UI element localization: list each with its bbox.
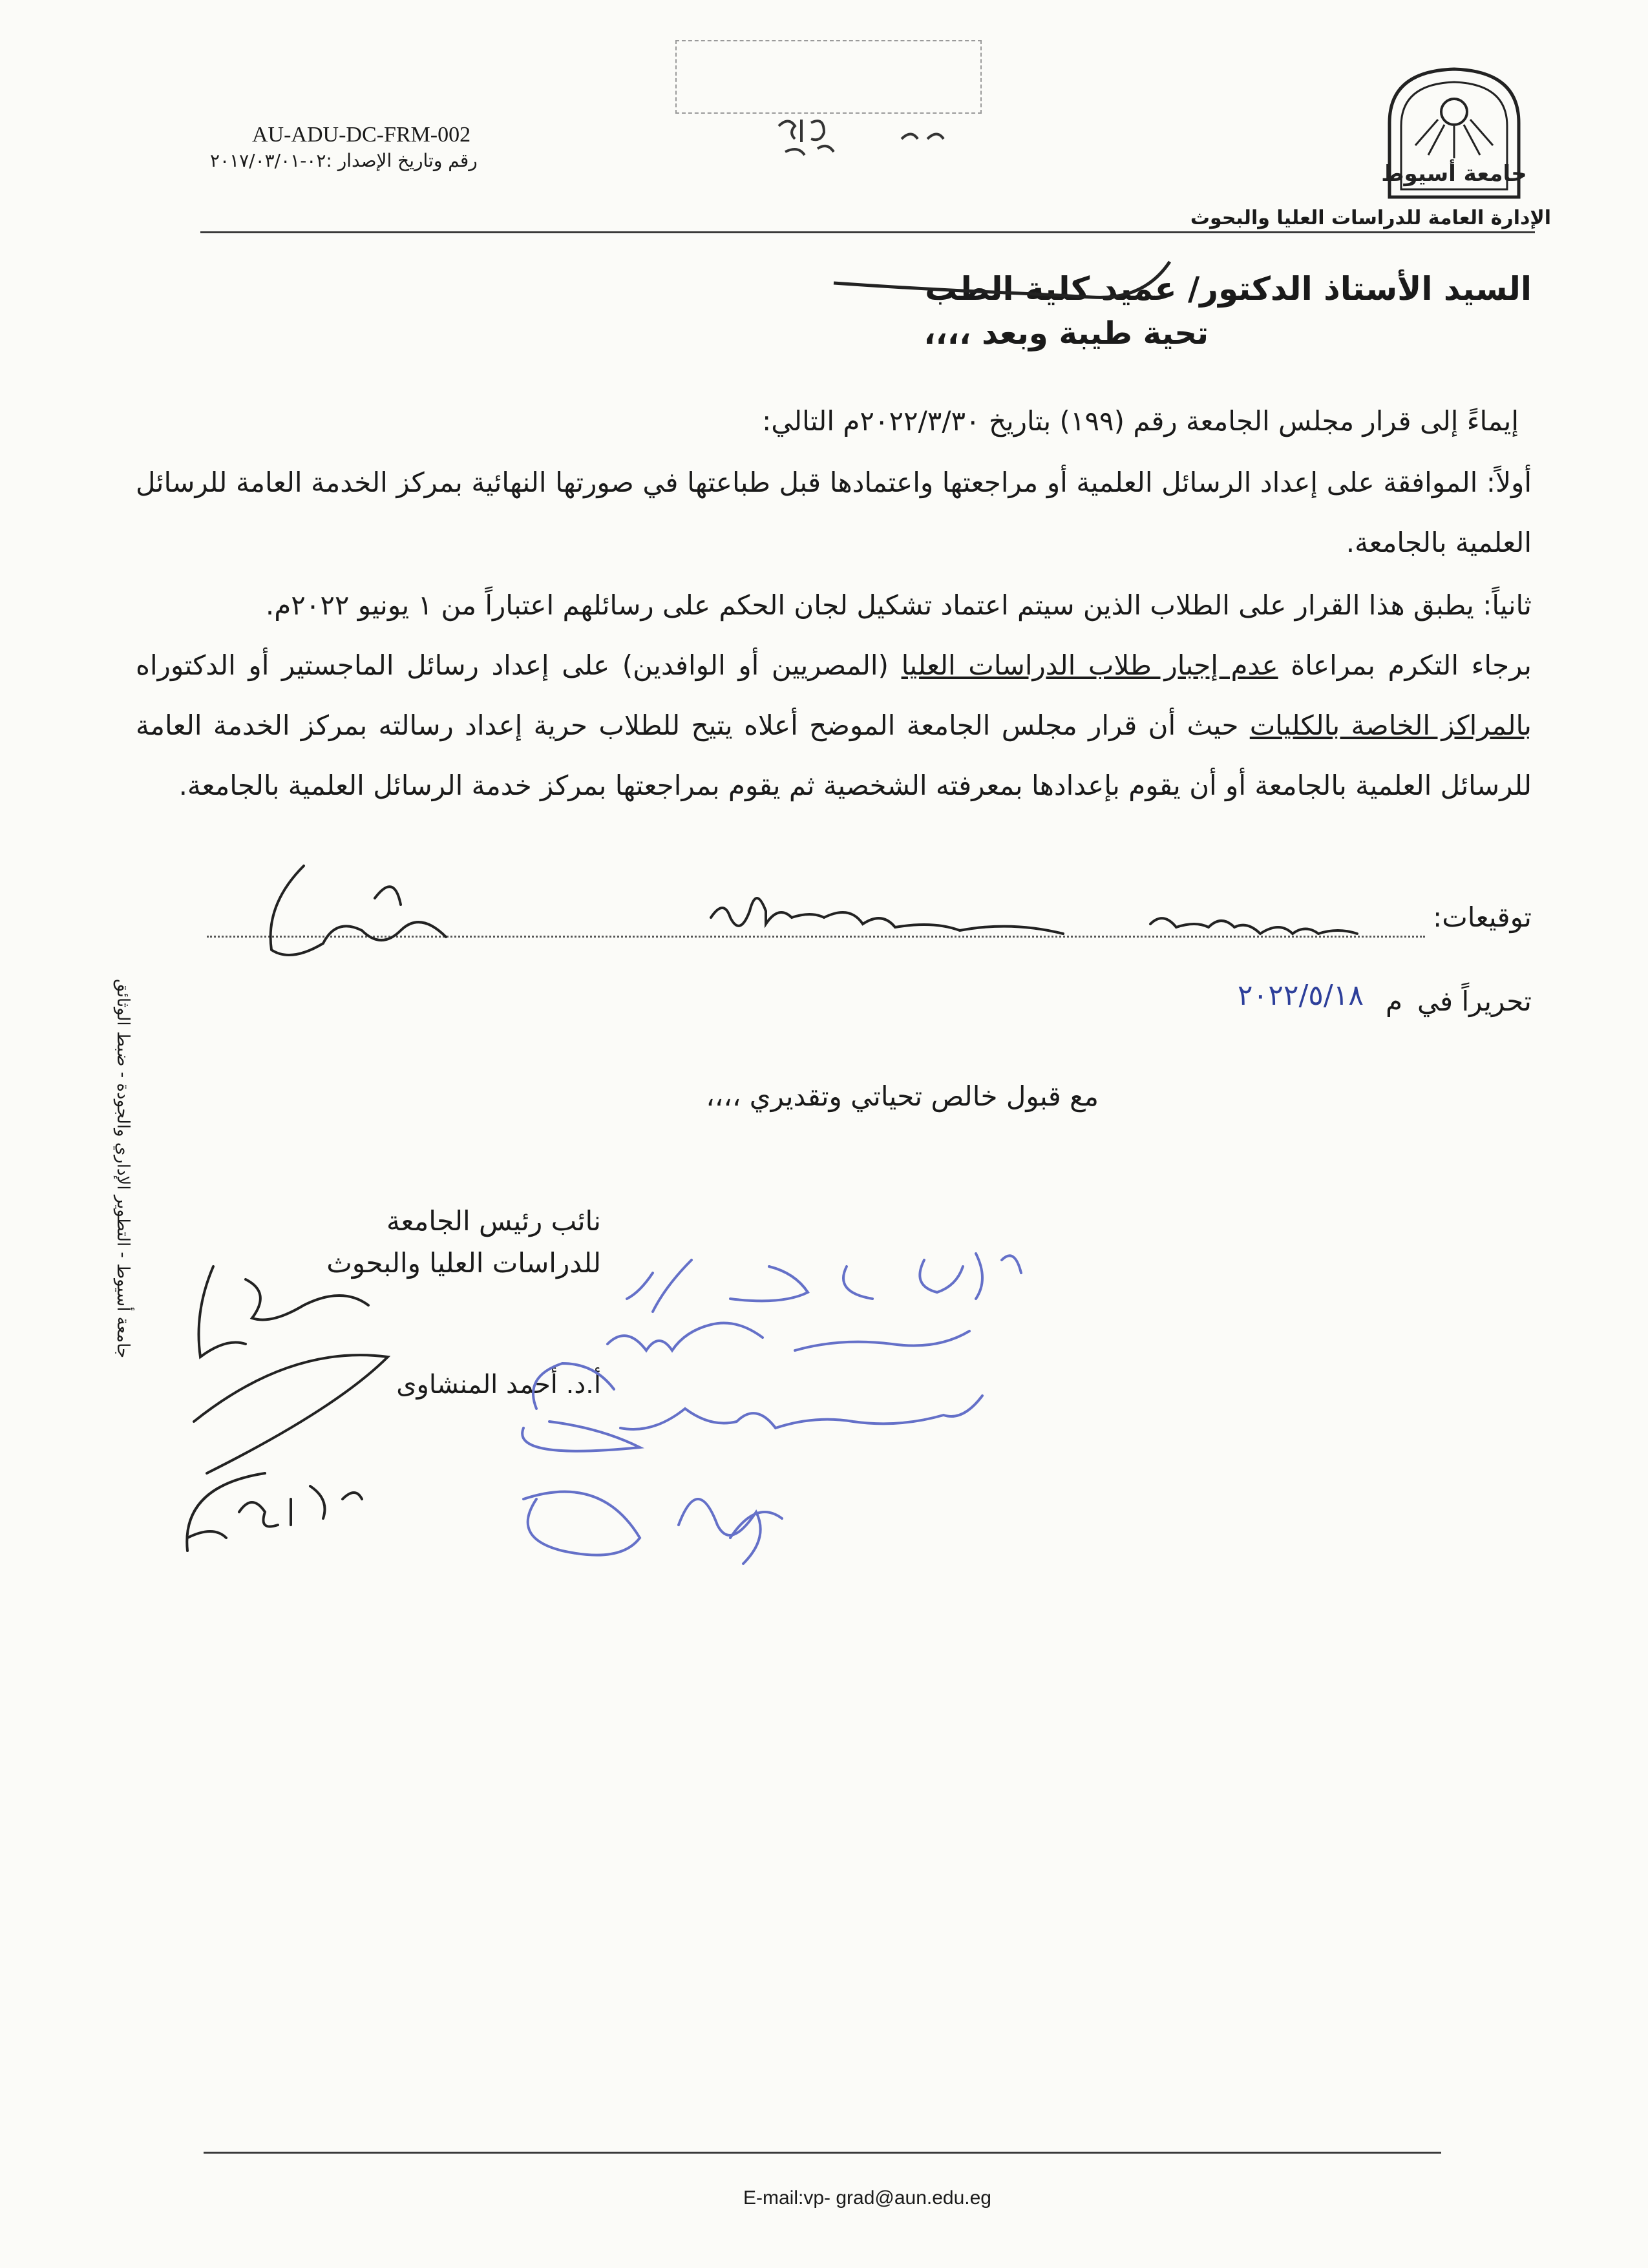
signatory-department: للدراسات العليا والبحوث (326, 1247, 601, 1279)
handwritten-signatures (246, 827, 1454, 1002)
handwritten-faculty-mark (821, 249, 1183, 320)
greeting: تحية طيبة وبعد ،،،، (924, 315, 1209, 352)
header-divider (200, 231, 1535, 233)
stamp-box (675, 40, 982, 114)
footer-email[interactable]: E-mail:vp- grad@aun.edu.eg (743, 2187, 991, 2209)
intro-paragraph: إيماءً إلى قرار مجلس الجامعة رقم (١٩٩) بتاريخ ٢٠٢٢/٣/٣٠م التالي: (762, 405, 1519, 437)
request-paragraph (136, 635, 1532, 815)
request-text-3: حيث أن قرار مجلس الجامعة الموضح أعلاه يتيح للطلاب حرية إعداد رسالته بمركز الخدمة العامة للرسائل العلمية بالجامعة أو أن يقوم بإعدادها بمعرفته الشخصية ثم يقوم بمراجعتها بمركز خدمة الرسائل العلمية بالجامعة. (136, 709, 1532, 801)
dated-label: تحريراً في (1417, 985, 1532, 1017)
handwritten-reference (772, 113, 953, 165)
form-issue-date: رقم وتاريخ الإصدار :٠٢-٢٠١٧/٠٣/٠١ (210, 150, 478, 171)
request-text-1: برجاء التكرم بمراعاة (1278, 649, 1532, 681)
addressee: السيد الأستاذ الدكتور/ عميد كلية الطب (925, 270, 1532, 308)
dated-value: ٢٠٢٢/٥/١٨ (1237, 979, 1364, 1012)
department-caption: الإدارة العامة للدراسات العليا والبحوث (1190, 207, 1551, 229)
footer-divider (204, 2152, 1441, 2154)
signatory-title: نائب رئيس الجامعة (386, 1205, 601, 1237)
request-text-2: (المصريين أو الوافدين) على إعداد رسائل الماجستير أو الدكتوراه (136, 649, 902, 681)
closing-line: مع قبول خالص تحياتي وتقديري ،،،، (706, 1080, 1099, 1112)
logo-text: جامعة أسيوط (1381, 161, 1527, 187)
signatory-name: أ.د. أحمد المنشاوى (396, 1370, 601, 1400)
side-document-control-note: جامعة أسيوط - التطوير الإداري والجودة - ضبط الوثائق (113, 979, 132, 1359)
decision-item-2: ثانياً: يطبق هذا القرار على الطلاب الذين سيتم اعتماد تشكيل لجان الحكم على رسائلهم اعتباراً من ١ يونيو ٢٠٢٢م. (265, 589, 1532, 621)
request-underlined-1: عدم إجبار طلاب الدراسات العليا (901, 649, 1278, 681)
decision-item-1: أولاً: الموافقة على إعداد الرسائل العلمية أو مراجعتها واعتمادها قبل طباعتها في صورتها النهائية بمركز الخدمة العامة للرسائل العلمية بالجامعة. (136, 467, 1532, 558)
handwritten-annotations (162, 1228, 1228, 1693)
dated-suffix: م (1385, 985, 1402, 1017)
university-logo (1377, 61, 1532, 200)
form-code: AU-ADU-DC-FRM-002 (252, 123, 471, 147)
signatures-label: توقيعات: (1433, 901, 1532, 933)
request-underlined-2: بالمراكز الخاصة بالكليات (1249, 709, 1532, 741)
